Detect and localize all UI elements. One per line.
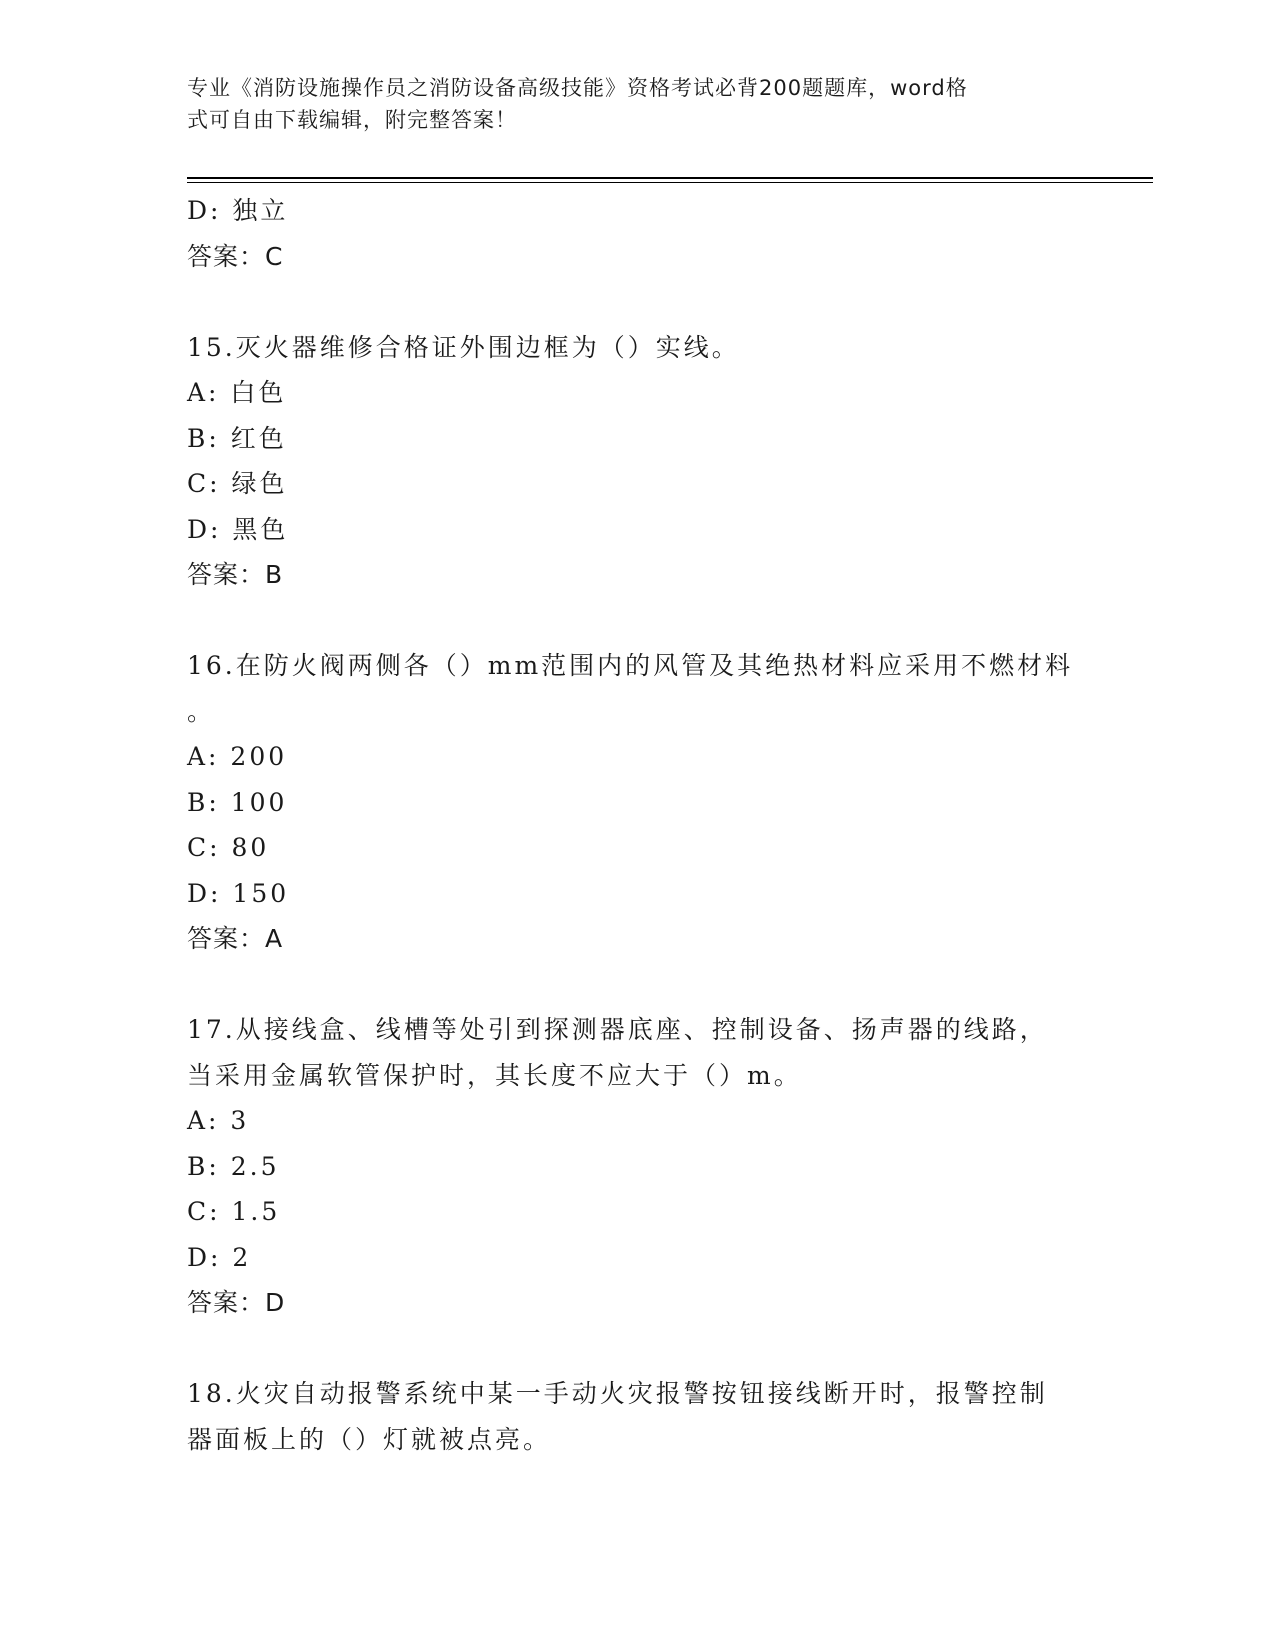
option-d: D: 独立 [187,196,289,225]
question-stem-continued: 当采用金属软管保护时，其长度不应大于（）m。 [187,1060,802,1090]
question-stem: 16.在防火阀两侧各（）mm范围内的风管及其绝热材料应采用不燃材料 [187,651,1074,680]
answer: 答案：C [187,241,284,271]
option-b: B: 2.5 [187,1151,280,1181]
answer: 答案：A [187,924,284,953]
question-stem-continued: 。 [187,696,216,726]
header-line-1: 专业《消防设施操作员之消防设备高级技能》资格考试必背200题题库，word格 [187,76,968,100]
question-stem: 17.从接线盒、线槽等处引到探测器底座、控制设备、扬声器的线路， [187,1015,1048,1044]
question-16 [187,643,1087,962]
answer: 答案：B [187,560,284,589]
header-line-2: 式可自由下载编辑，附完整答案！ [187,108,517,132]
question-17 [187,1007,1087,1326]
question-14-tail [187,188,1087,279]
question-18 [187,1371,1087,1462]
header-divider [187,177,1153,183]
answer: 答案：D [187,1288,286,1317]
option-b: B: 红色 [187,423,287,453]
question-stem-continued: 器面板上的（）灯就被点亮。 [187,1424,552,1454]
option-c: C: 绿色 [187,469,288,498]
option-a: A: 3 [187,1106,250,1135]
question-15 [187,325,1087,598]
option-d: D: 150 [187,878,290,908]
option-c: C: 1.5 [187,1197,281,1226]
question-list [187,188,1087,1462]
option-c: C: 80 [187,833,270,862]
question-stem: 15.灭火器维修合格证外围边框为（）实线。 [187,332,740,362]
question-stem: 18.火灾自动报警系统中某一手动火灾报警按钮接线断开时，报警控制 [187,1379,1048,1408]
option-b: B: 100 [187,787,288,817]
document-header [187,72,1087,136]
option-d: D: 2 [187,1242,252,1272]
option-a: A: 白色 [187,378,287,407]
option-a: A: 200 [187,742,288,771]
option-d: D: 黑色 [187,514,289,544]
